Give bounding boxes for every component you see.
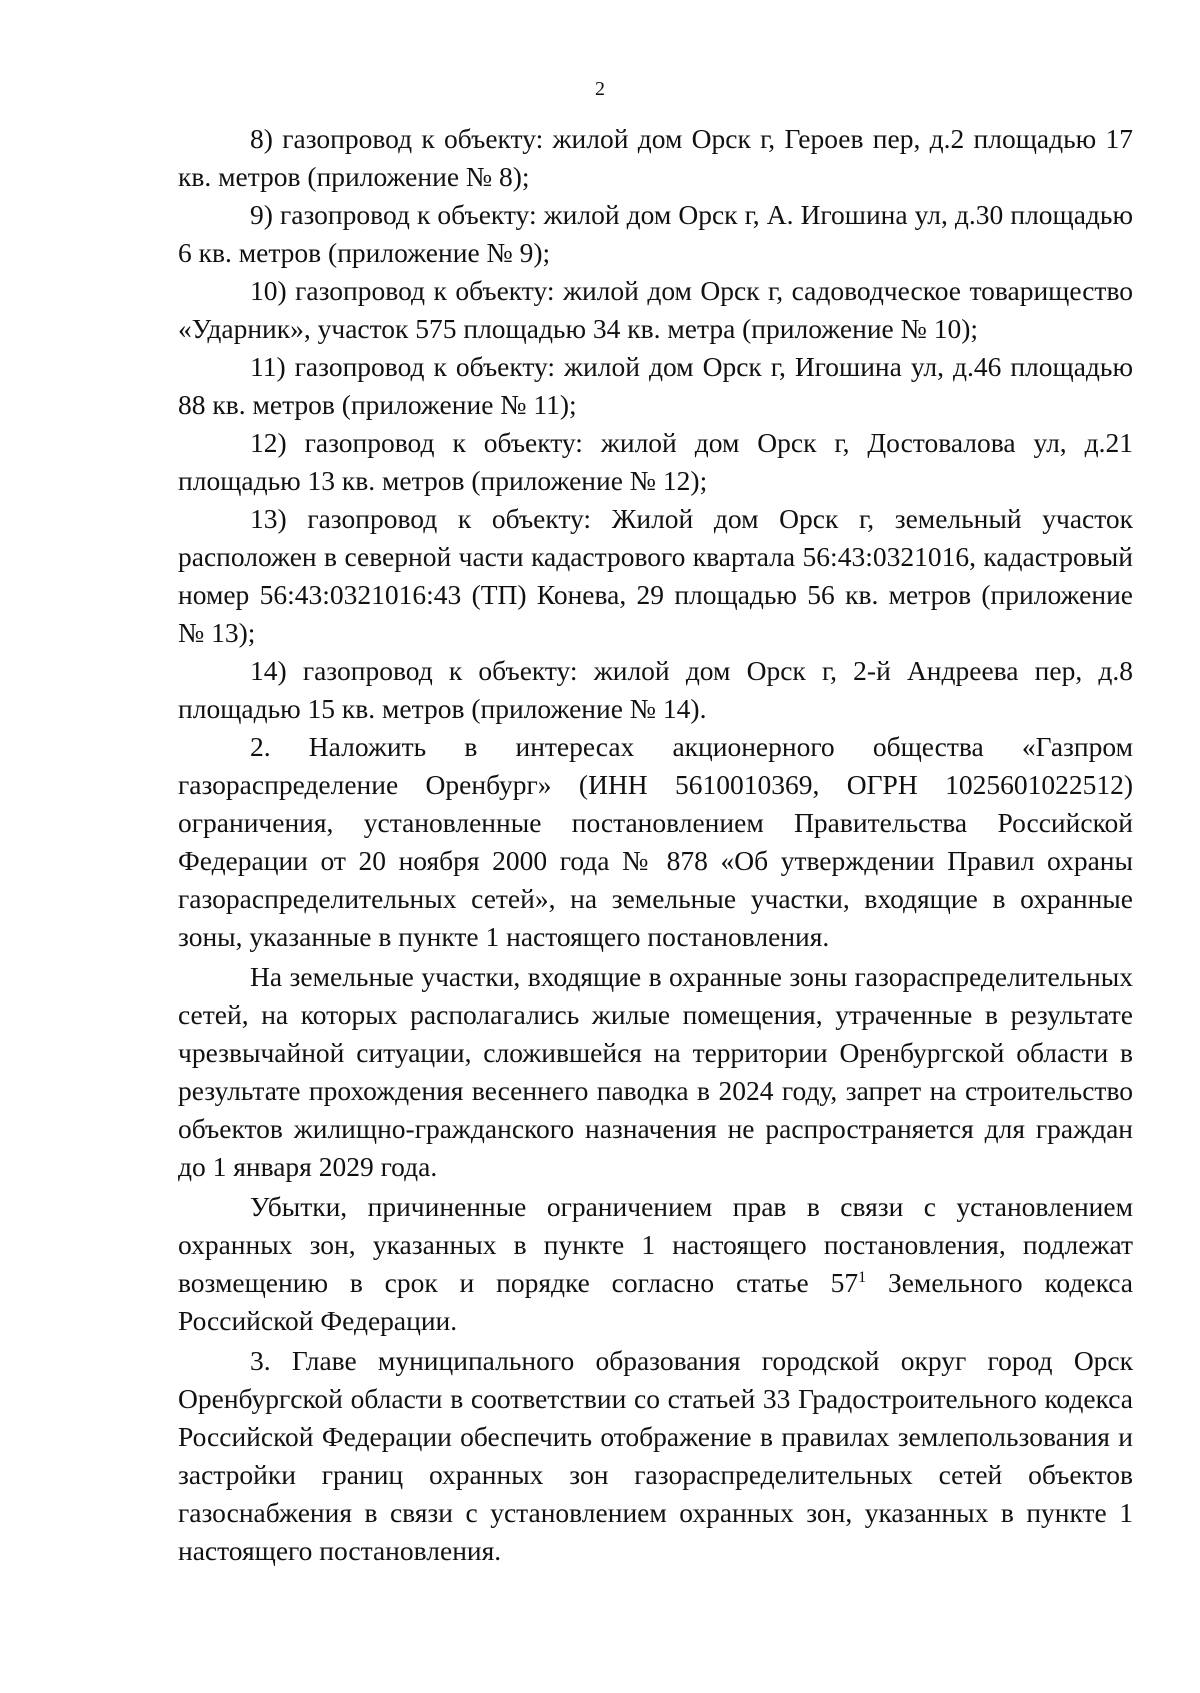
list-item-9: 9) газопровод к объекту: жилой дом Орск г, А. Игошина ул, д.30 площадью 6 кв. метров (приложение № 9); [178, 199, 1133, 268]
damages-text-end: Земельного кодекса Российской Федерации. [178, 1267, 1133, 1336]
damages-text: Убытки, причиненные ограничением прав в связи с установлением охранных зон, указанных в пункте 1 настоящего постановления, подлежат возмещению в срок и порядке согласно статье 57 [178, 1191, 1133, 1298]
list-item-10: 10) газопровод к объекту: жилой дом Орск г, садоводческое товарищество «Ударник», участок 575 площадью 34 кв. метра (приложение № 10); [178, 275, 1133, 344]
section-2-exemption-paragraph: На земельные участки, входящие в охранные зоны газораспределительных сетей, на которых располагались жилые помещения, утраченные в результате чрезвычайной ситуации, сложившейся на территории Оренбургской области в результате прохождения весеннего паводка в 2024 году, запрет на строительство объектов жилищно-гражданского назначения не распространяется для граждан до 1 января 2029 года. [178, 961, 1133, 1182]
section-2-paragraph: 2. Наложить в интересах акционерного общества «Газпром газораспределение Оренбург» (ИНН 5610010369, ОГРН 1025601022512) ограничения, установленные постановлением Правительства Российской Федерации от 20 ноября 2000 года № 878 «Об утверждении Правил охраны газораспределительных сетей», на земельные участки, входящие в охранные зоны, указанные в пункте 1 настоящего постановления. [178, 731, 1133, 952]
page-number: 2 [595, 78, 605, 100]
list-item-8: 8) газопровод к объекту: жилой дом Орск г, Героев пер, д.2 площадью 17 кв. метров (приложение № 8); [178, 123, 1133, 192]
section-2-damages-paragraph [178, 1188, 1133, 1340]
document-body [178, 120, 1133, 1570]
article-superscript: 1 [858, 1268, 867, 1286]
list-item-13: 13) газопровод к объекту: Жилой дом Орск г, земельный участок расположен в северной части кадастрового квартала 56:43:0321016, кадастровый номер 56:43:0321016:43 (ТП) Конева, 29 площадью 56 кв. метров (приложение № 13); [178, 503, 1133, 648]
list-item-12: 12) газопровод к объекту: жилой дом Орск г, Достовалова ул, д.21 площадью 13 кв. метров (приложение № 12); [178, 427, 1133, 496]
list-item-14: 14) газопровод к объекту: жилой дом Орск г, 2-й Андреева пер, д.8 площадью 15 кв. метров (приложение № 14). [178, 655, 1133, 724]
section-3-paragraph: 3. Главе муниципального образования городской округ город Орск Оренбургской области в соответствии со статьей 33 Градостроительного кодекса Российской Федерации обеспечить отображение в правилах землепользования и застройки границ охранных зон газораспределительных сетей объектов газоснабжения в связи с установлением охранных зон, указанных в пункте 1 настоящего постановления. [178, 1345, 1133, 1566]
list-item-11: 11) газопровод к объекту: жилой дом Орск г, Игошина ул, д.46 площадью 88 кв. метров (приложение № 11); [178, 351, 1133, 420]
